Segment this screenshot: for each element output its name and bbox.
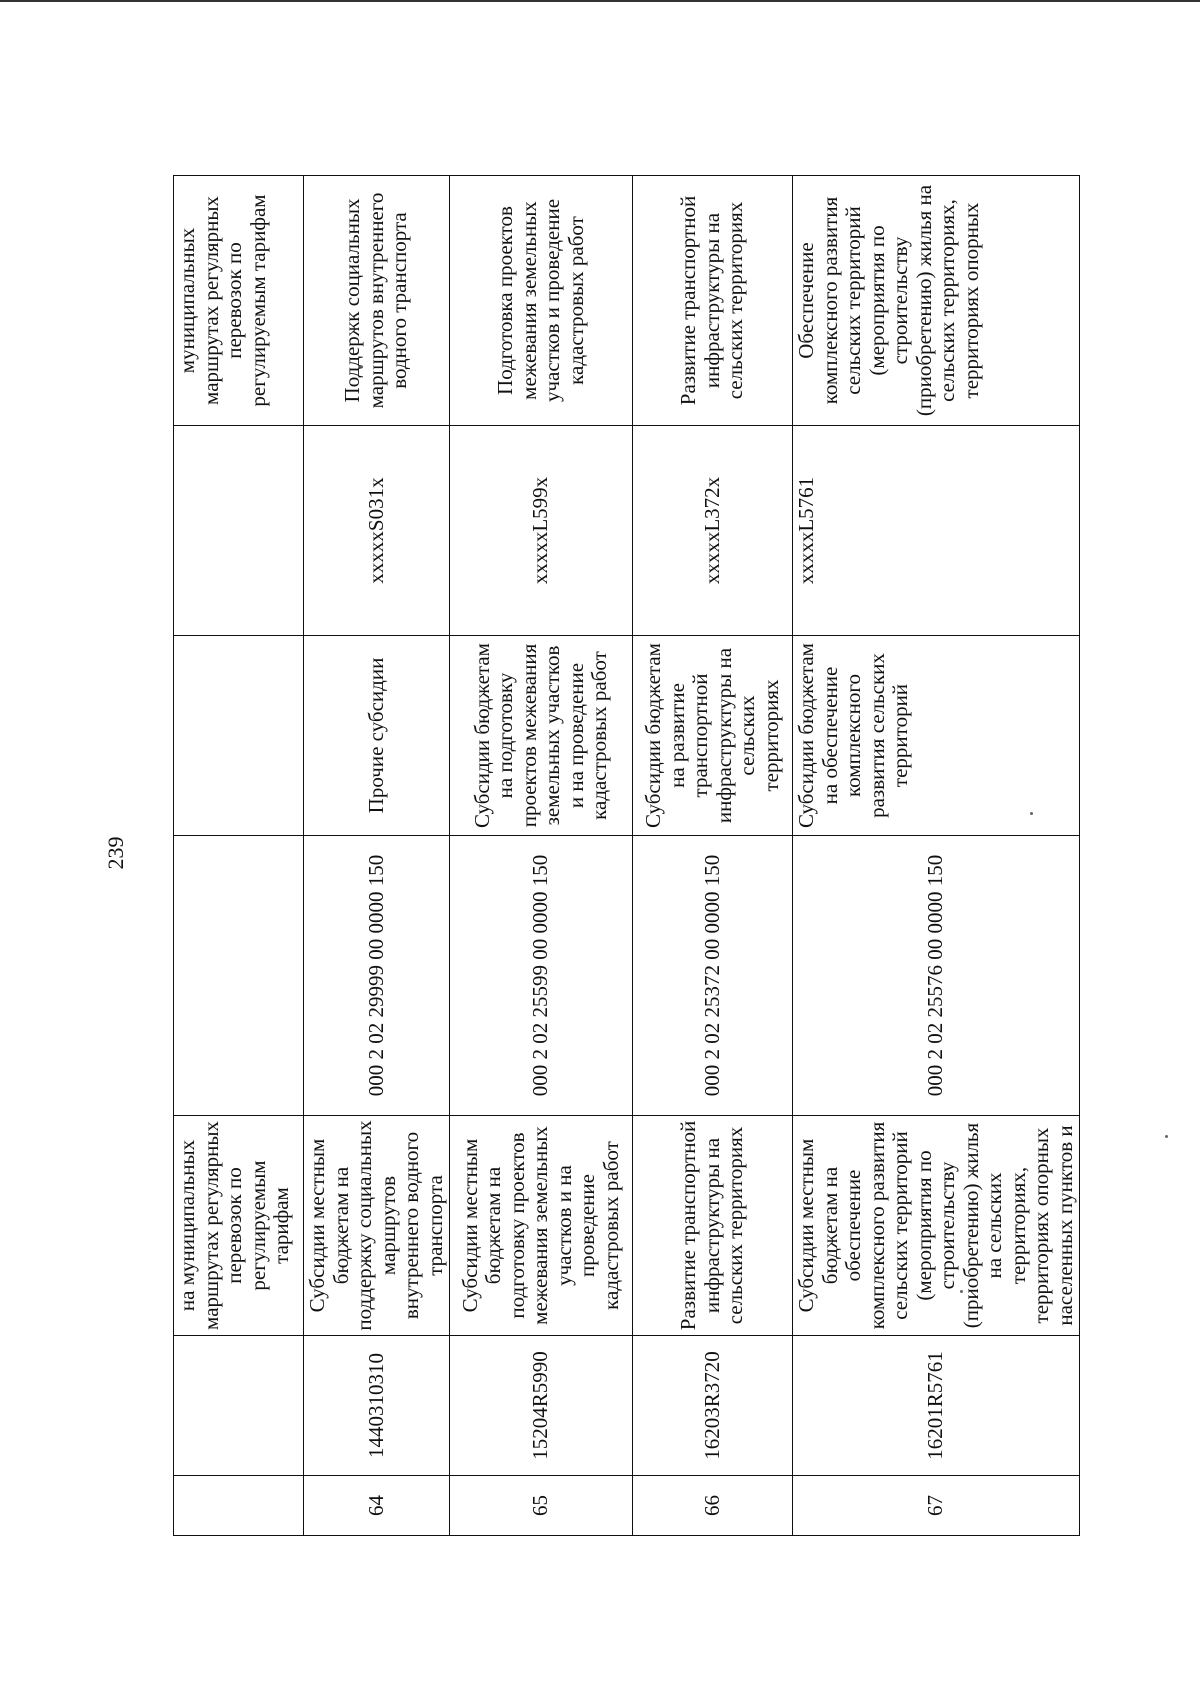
page-number: 239 [103,836,128,870]
row-number-cell [174,1476,304,1536]
subsidy-type-cell: Прочие субсидии [304,636,450,836]
subsidy-type-cell: Субсидии бюджетам на развитие транспортной инфраструктуры на сельских территориях [633,636,793,836]
expense-code-cell [174,426,304,636]
table-row [174,176,304,1536]
target-code-cell [174,1336,304,1476]
row-number-cell: 65 [450,1476,633,1536]
subsidy-type-cell [174,636,304,836]
purpose-cell: Подготовка проектов межевания земельных участков и проведение кадастровых работ [450,176,633,426]
target-code-cell: 15204R5990 [450,1336,633,1476]
budget-code-cell [174,836,304,1116]
target-code-cell: 1440310310 [304,1336,450,1476]
expense-code-cell: xxxxxL5761 [793,426,1080,636]
table-row [793,176,1080,1536]
subsidy-name-cell: на муниципальных маршрутах регулярных перевозок по регулируемым тарифам [174,1116,304,1336]
budget-code-cell: 000 2 02 29999 00 0000 150 [304,836,450,1116]
subsidy-name-cell: Субсидии местным бюджетам на подготовку проектов межевания земельных участков и на проведение кадастровых работ [450,1116,633,1336]
budget-code-cell: 000 2 02 25576 00 0000 150 [793,836,1080,1116]
subsidy-type-cell: Субсидии бюджетам на обеспечение комплексного развития сельских территорий [793,636,1080,836]
purpose-cell: Поддержк социальных маршрутов внутреннего водного транспорта [304,176,450,426]
row-number-cell: 64 [304,1476,450,1536]
table-row [633,176,793,1536]
subsidy-name-cell: Субсидии местным бюджетам на поддержку социальных маршрутов внутреннего водного транспорта [304,1116,450,1336]
table-row [304,176,450,1536]
purpose-cell: Обеспечение комплексного развития сельских территорий (мероприятия по строительству (приобретению) жилья на сельских территориях, территориях опорных [793,176,1080,426]
expense-code-cell: xxxxxS031x [304,426,450,636]
subsidy-name-cell: Субсидии местным бюджетам на обеспечение комплексного развития сельских территорий (мероприятия по строительству (приобретению) жилья на сельских территориях, территориях опорных населенных пунктов и [793,1116,1080,1336]
expense-code-cell: xxxxxL372x [633,426,793,636]
table-row [450,176,633,1536]
scan-speck [1165,1135,1168,1138]
row-number-cell: 67 [793,1476,1080,1536]
subsidy-table [173,175,1080,1536]
target-code-cell: 16201R5761 [793,1336,1080,1476]
expense-code-cell: xxxxxL599x [450,426,633,636]
subsidy-type-cell: Субсидии бюджетам на подготовку проектов межевания земельных участков и на проведение кадастровых работ [450,636,633,836]
purpose-cell: муниципальных маршрутах регулярных перевозок по регулируемым тарифам [174,176,304,426]
budget-code-cell: 000 2 02 25372 00 0000 150 [633,836,793,1116]
target-code-cell: 16203R3720 [633,1336,793,1476]
subsidy-table-rotated [173,176,1077,1536]
subsidy-name-cell: Развитие транспортной инфраструктуры на сельских территориях [633,1116,793,1336]
scan-edge-line [0,0,1200,2]
budget-code-cell: 000 2 02 25599 00 0000 150 [450,836,633,1116]
purpose-cell: Развитие транспортной инфраструктуры на сельских территориях [633,176,793,426]
row-number-cell: 66 [633,1476,793,1536]
